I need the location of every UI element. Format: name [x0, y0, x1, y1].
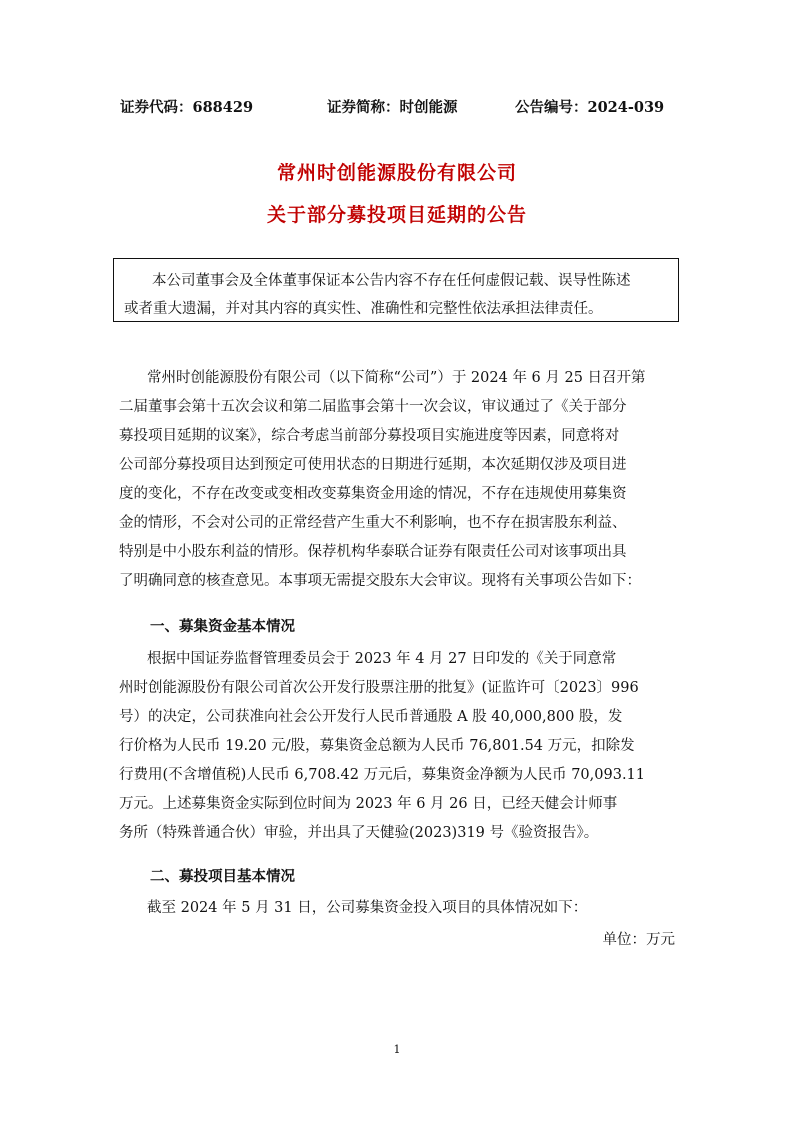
section-heading: 二、募投项目基本情况 — [150, 868, 295, 885]
intro-line: 常州时创能源股份有限公司（以下简称“公司”）于 2024 年 6 月 25 日召开第 — [147, 370, 646, 386]
section1-line: 行价格为人民币 19.20 元/股，募集资金总额为人民币 76,801.54 万元，扣除发 — [119, 738, 635, 754]
page-number: 1 — [393, 1043, 401, 1056]
security-abbreviation: 证券简称：时创能源 — [327, 99, 458, 116]
document-header — [120, 96, 680, 118]
section1-line: 行费用(不含增值税)人民币 6,708.42 万元后，募集资金净额为人民币 70,093.11 — [119, 767, 646, 783]
company-title: 常州时创能源股份有限公司 — [276, 162, 517, 184]
section1-line: 务所（特殊普通合伙）审验，并出具了天健验(2023)319 号《验资报告》。 — [119, 825, 599, 841]
intro-line: 二届董事会第十五次会议和第二届监事会第十一次会议，审议通过了《关于部分 — [119, 399, 627, 415]
section-heading: 一、募集资金基本情况 — [150, 618, 295, 635]
intro-line: 募投项目延期的议案》，综合考虑当前部分募投项目实施进度等因素，同意将对 — [119, 428, 620, 444]
announcement-number: 公告编号：2024-039 — [515, 99, 665, 116]
unit-label: 单位：万元 — [602, 932, 675, 948]
section1-line: 州时创能源股份有限公司首次公开发行股票注册的批复》(证监许可〔2023〕996 — [119, 680, 639, 696]
section2-line: 截至 2024 年 5 月 31 日，公司募集资金投入项目的具体情况如下： — [147, 900, 588, 916]
section1-line: 号）的决定，公司获准向社会公开发行人民币普通股 A 股 40,000,800 股，发 — [119, 709, 623, 725]
intro-line: 公司部分募投项目达到预定可使用状态的日期进行延期，本次延期仅涉及项目进 — [119, 457, 627, 473]
intro-line: 特别是中小股东利益的情形。保荐机构华泰联合证券有限责任公司对该事项出具 — [119, 544, 627, 560]
section1-line: 根据中国证券监督管理委员会于 2023 年 4 月 27 日印发的《关于同意常 — [147, 651, 617, 667]
notice-line: 本公司董事会及全体董事保证本公告内容不存在任何虚假记载、误导性陈述 — [152, 273, 631, 289]
intro-line: 了明确同意的核查意见。本事项无需提交股东大会审议。现将有关事项公告如下： — [119, 573, 641, 589]
section1-line: 万元。上述募集资金实际到位时间为 2023 年 6 月 26 日，已经天健会计师事 — [119, 796, 618, 812]
notice-line: 或者重大遗漏，并对其内容的真实性、准确性和完整性依法承担法律责任。 — [124, 301, 603, 317]
intro-line: 度的变化，不存在改变或变相改变募集资金用途的情况，不存在违规使用募集资 — [119, 486, 627, 502]
board-statement-box — [113, 258, 679, 322]
intro-line: 金的情形，不会对公司的正常经营产生重大不利影响，也不存在损害股东利益、 — [119, 515, 627, 531]
announcement-title: 关于部分募投项目延期的公告 — [266, 204, 527, 226]
security-code: 证券代码：688429 — [120, 99, 254, 116]
